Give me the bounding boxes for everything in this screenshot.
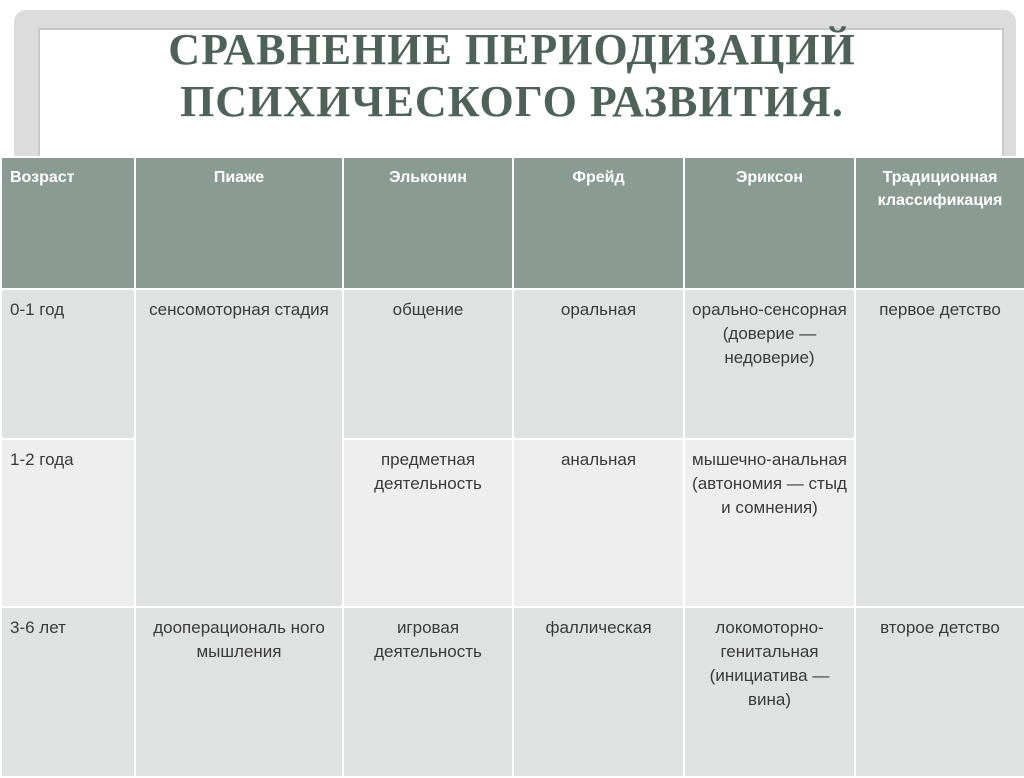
traditional-cell: второе детство [855,607,1024,777]
freud-cell: оральная [513,289,684,439]
elkonin-cell: общение [343,289,513,439]
elkonin-cell: игровая деятельность [343,607,513,777]
freud-cell: анальная [513,439,684,607]
elkonin-cell: предметная деятельность [343,439,513,607]
erikson-cell: мышечно-анальная (автономия — стыд и сомнения) [684,439,855,607]
piaget-cell-merged: сенсомоторная стадия [135,289,343,607]
page-title [0,24,1024,128]
header-row [1,157,1024,289]
age-cell: 3-6 лет [1,607,135,777]
piaget-cell: дооперациональ ного мышления [135,607,343,777]
title-line-1: СРАВНЕНИЕ ПЕРИОДИЗАЦИЙ [168,25,856,74]
traditional-cell-merged: первое детство [855,289,1024,607]
erikson-cell: локомоторно-генитальная (инициатива — вина) [684,607,855,777]
header-piaget: Пиаже [135,157,343,289]
freud-cell: фаллическая [513,607,684,777]
title-line-2: ПСИХИЧЕСКОГО РАЗВИТИЯ. [180,77,844,126]
table-row [1,607,1024,777]
header-traditional: Традиционная классификация [855,157,1024,289]
table-row [1,289,1024,439]
header-elkonin: Эльконин [343,157,513,289]
header-age: Возраст [1,157,135,289]
erikson-cell: орально-сенсорная (доверие — недоверие) [684,289,855,439]
age-cell: 0-1 год [1,289,135,439]
header-freud: Фрейд [513,157,684,289]
comparison-table [0,156,1024,778]
header-erikson: Эриксон [684,157,855,289]
age-cell: 1-2 года [1,439,135,607]
